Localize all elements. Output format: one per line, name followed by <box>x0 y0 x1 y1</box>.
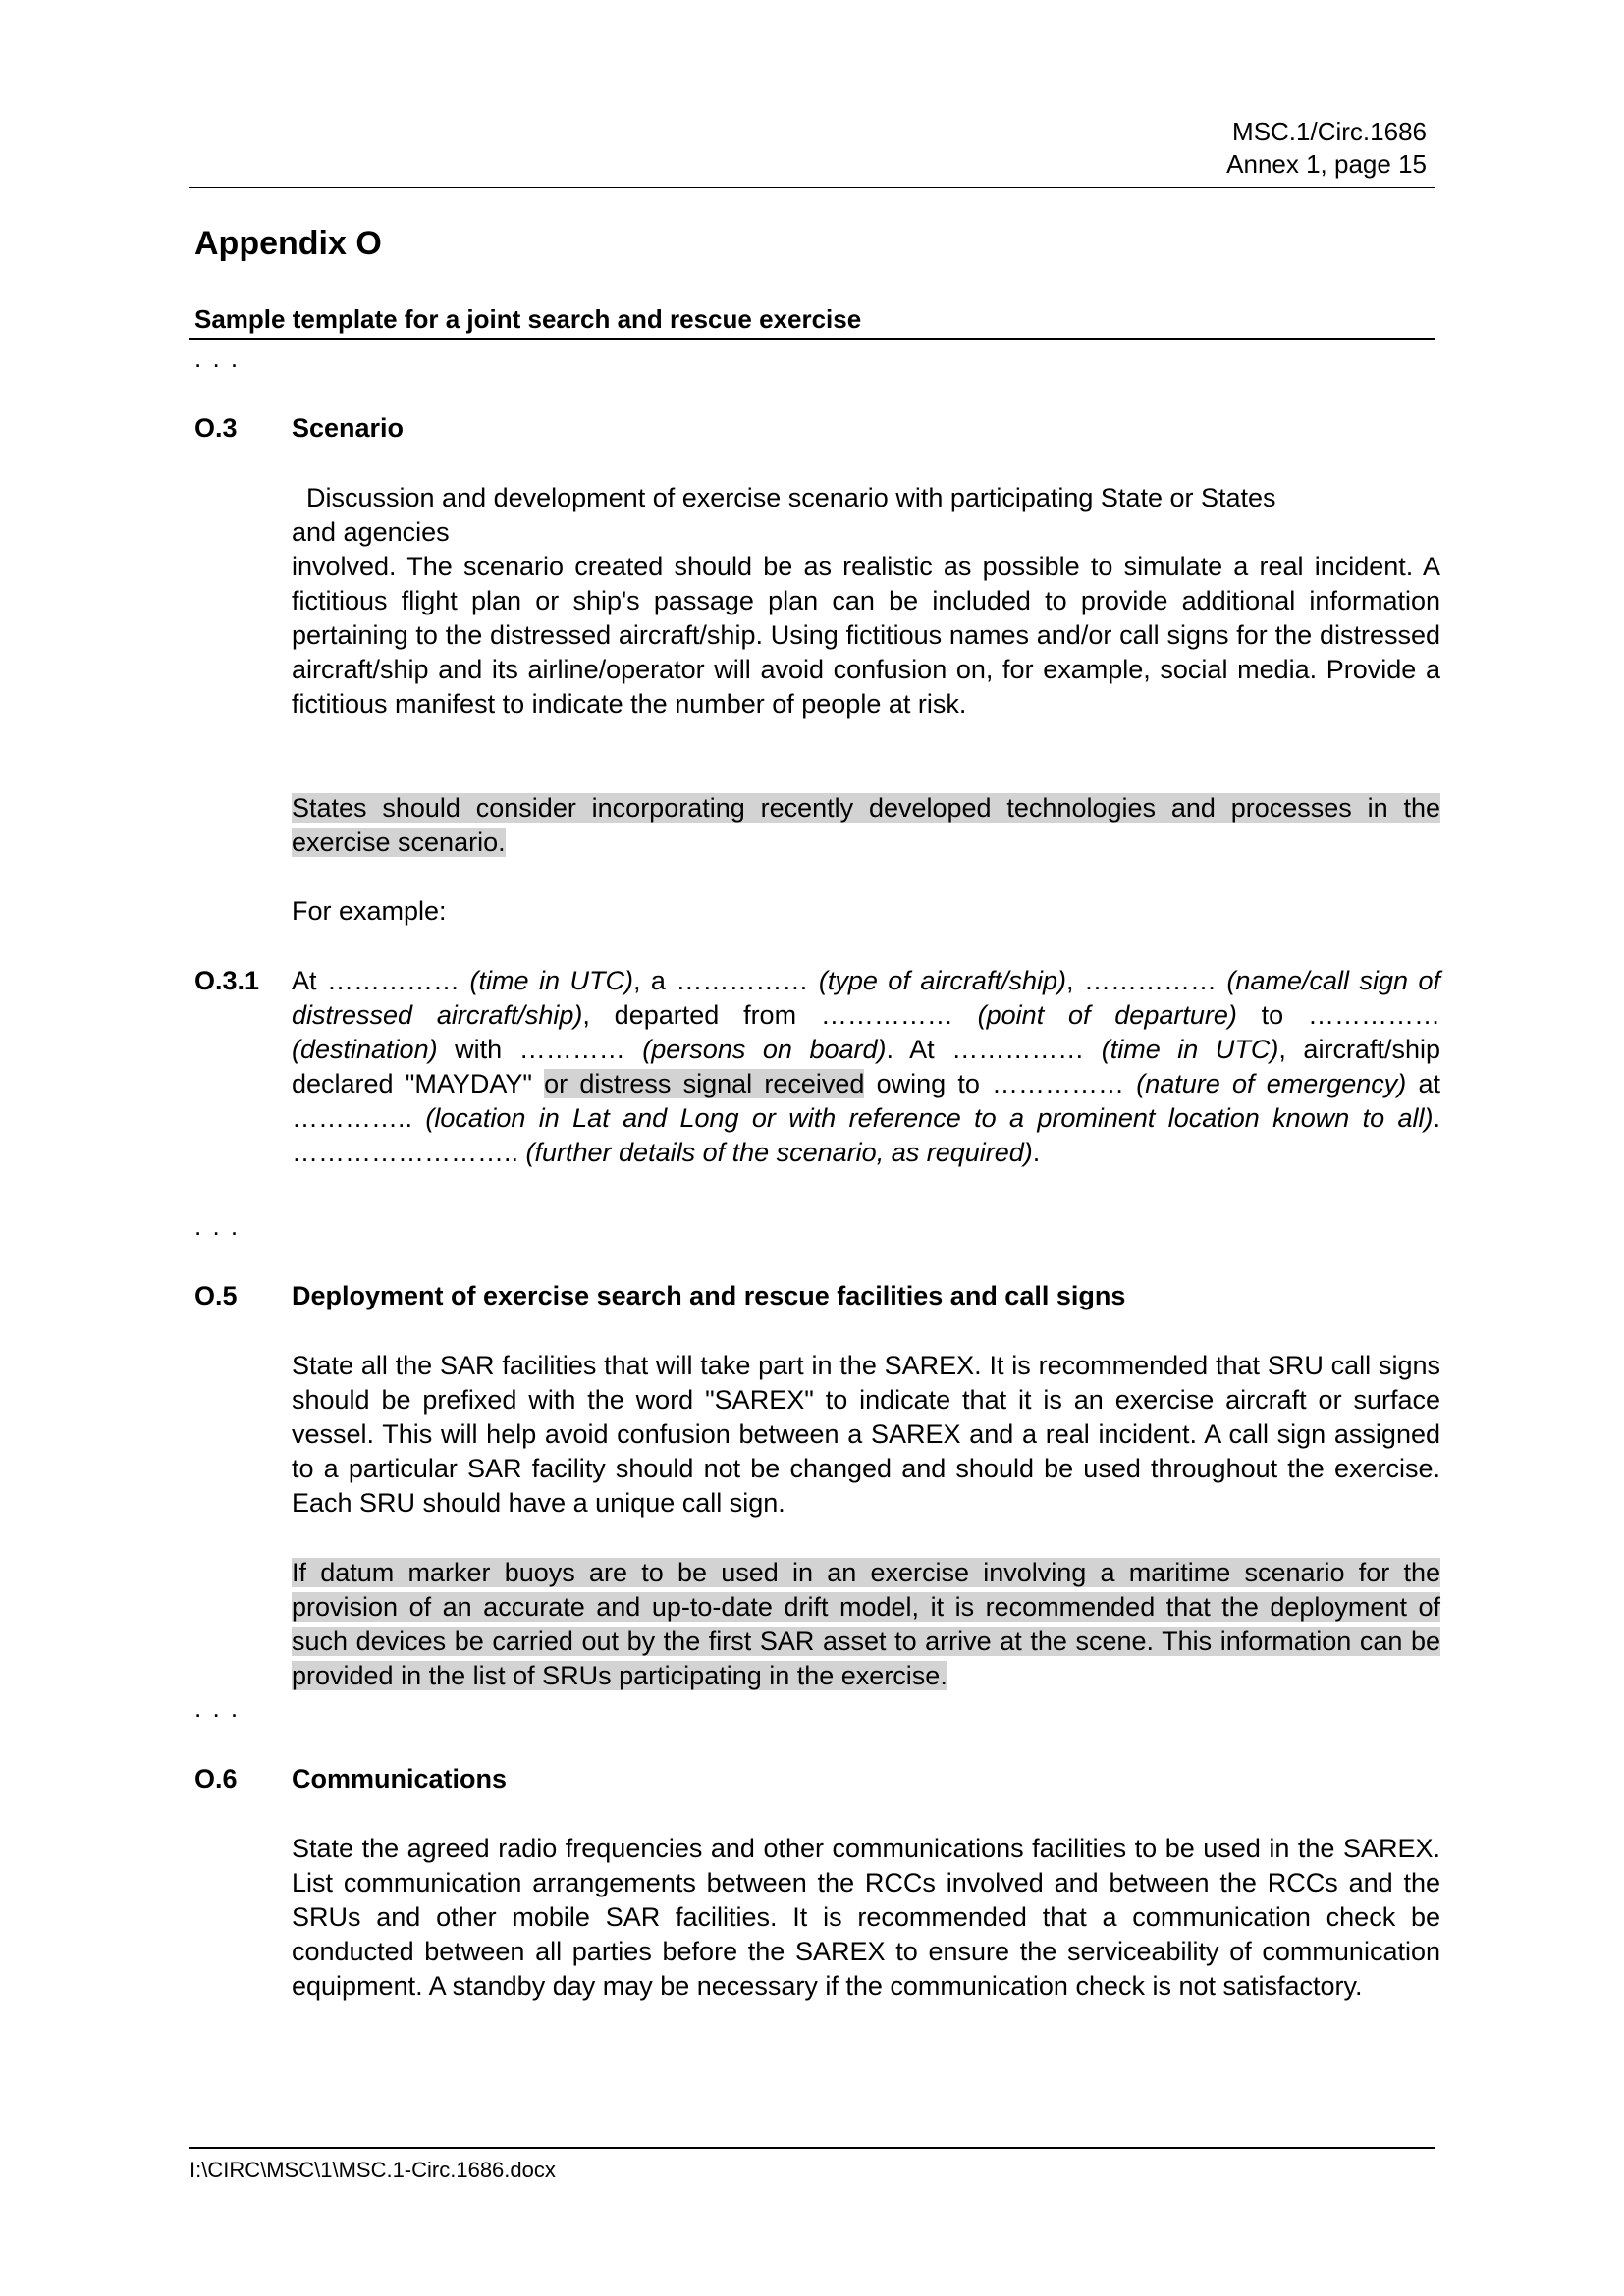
deployment-paragraph: State all the SAR facilities that will take part in the SAREX. It is recommended that SRU call signs should be prefixed with the word "SAREX" to indicate that it is an exercise aircraft or surface vessel. This will help avoid confusion between a SAREX and a real incident. A call sign assigned to a particular SAR facility should not be changed and should be used throughout the exercise. Each SRU should have a unique call sign. <box>292 1351 1440 1518</box>
subtitle-rule <box>189 338 1435 340</box>
section-number-o6: O.6 <box>194 1764 238 1793</box>
placeholder-destination: (destination) <box>292 1035 438 1064</box>
section-title-scenario: Scenario <box>292 413 405 443</box>
section-number-o3: O.3 <box>194 413 238 443</box>
placeholder-nature-of-emergency: (nature of emergency) <box>1136 1069 1407 1098</box>
for-example-label: For example: <box>292 896 447 926</box>
clause-text: . <box>1032 1138 1041 1167</box>
clause-text: At …………… <box>292 966 470 995</box>
placeholder-departure: (point of departure) <box>977 1000 1237 1030</box>
highlighted-text: States should consider incorporating recently developed technologies and processes in the exercise scenario. <box>292 793 1440 857</box>
datum-buoy-paragraph <box>292 1556 1440 1693</box>
scenario-intro-body: involved. The scenario created should be as realistic as possible to simulate a real incident. A fictitious flight plan or ship's passage plan can be included to provide additional information pertaining to the distressed aircraft/ship. Using fictitious names and/or call signs for the distressed aircraft/ship and its airline/operator will avoid confusion on, for example, social media. Provide a fictitious manifest to indicate the number of people at risk. <box>292 552 1440 719</box>
highlighted-text: If datum marker buoys are to be used in an exercise involving a maritime scenario for the provision of an accurate and up-to-date drift model, it is recommended that the deployment of such devices be carried out by the first SAR asset to arrive at the scene. This information can be provided in the list of SRUs participating in the exercise. <box>292 1558 1440 1690</box>
placeholder-call-sign: (name/call sign of distressed aircraft/ship) <box>292 966 1440 1030</box>
scenario-intro-paragraph <box>292 481 1440 721</box>
clause-text: with ………… <box>437 1035 643 1064</box>
clause-text: , departed from …………… <box>582 1000 978 1030</box>
placeholder-time-utc: (time in UTC) <box>469 966 633 995</box>
document-reference: MSC.1/Circ.1686 <box>1232 117 1427 146</box>
highlighted-text: or distress signal received <box>544 1069 865 1098</box>
communications-paragraph: State the agreed radio frequencies and other communications facilities to be used in the SAREX. List communication arrangements between the RCCs involved and between the RCCs and the SRUs and other mobile SAR facilities. It is recommended that a communication check be conducted between all parties before the SAREX to ensure the serviceability of communication equipment. A standby day may be necessary if the communication check is not satisfactory. <box>292 1834 1440 2001</box>
placeholder-location: (location in Lat and Long or with reference to a prominent location known to all) <box>425 1103 1434 1133</box>
section-number-o5: O.5 <box>194 1281 238 1310</box>
footer-rule <box>189 2147 1435 2149</box>
clause-text: to …………… <box>1236 1000 1440 1030</box>
section-title-communications: Communications <box>292 1764 508 1793</box>
clause-text: . At …………… <box>886 1035 1102 1064</box>
annex-page-label: Annex 1, page 15 <box>1226 149 1427 179</box>
scenario-intro-line1: Discussion and development of exercise scenario with participating State or States <box>292 483 1276 512</box>
appendix-subtitle: Sample template for a joint search and rescue exercise <box>194 304 862 334</box>
omission-ellipsis: . . . <box>194 344 241 373</box>
header-rule <box>189 187 1435 188</box>
omission-ellipsis: . . . <box>194 1211 241 1241</box>
clause-text: at ………….. <box>292 1069 1440 1133</box>
scenario-template-clause <box>292 964 1440 1170</box>
clause-text: . …………………….. <box>292 1103 1440 1167</box>
page-header <box>189 116 1435 181</box>
placeholder-further-details: (further details of the scenario, as required) <box>525 1138 1033 1167</box>
clause-number-o31: O.3.1 <box>194 966 260 995</box>
appendix-title: Appendix O <box>194 225 382 262</box>
clause-text: , …………… <box>1065 966 1227 995</box>
section-title-deployment: Deployment of exercise search and rescue facilities and call signs <box>292 1281 1126 1310</box>
placeholder-persons-on-board: (persons on board) <box>642 1035 887 1064</box>
clause-text: , aircraft/ship declared "MAYDAY" <box>292 1035 1440 1098</box>
scenario-technologies-paragraph <box>292 791 1440 860</box>
omission-ellipsis: . . . <box>194 1693 241 1723</box>
placeholder-time-utc-2: (time in UTC) <box>1101 1035 1279 1064</box>
clause-text: , a …………… <box>632 966 819 995</box>
footer-file-path: I:\CIRC\MSC\1\MSC.1-Circ.1686.docx <box>189 2158 556 2182</box>
scenario-intro-line2: and agencies <box>292 517 450 547</box>
placeholder-aircraft-type: (type of aircraft/ship) <box>818 966 1066 995</box>
clause-text: owing to …………… <box>864 1069 1137 1098</box>
